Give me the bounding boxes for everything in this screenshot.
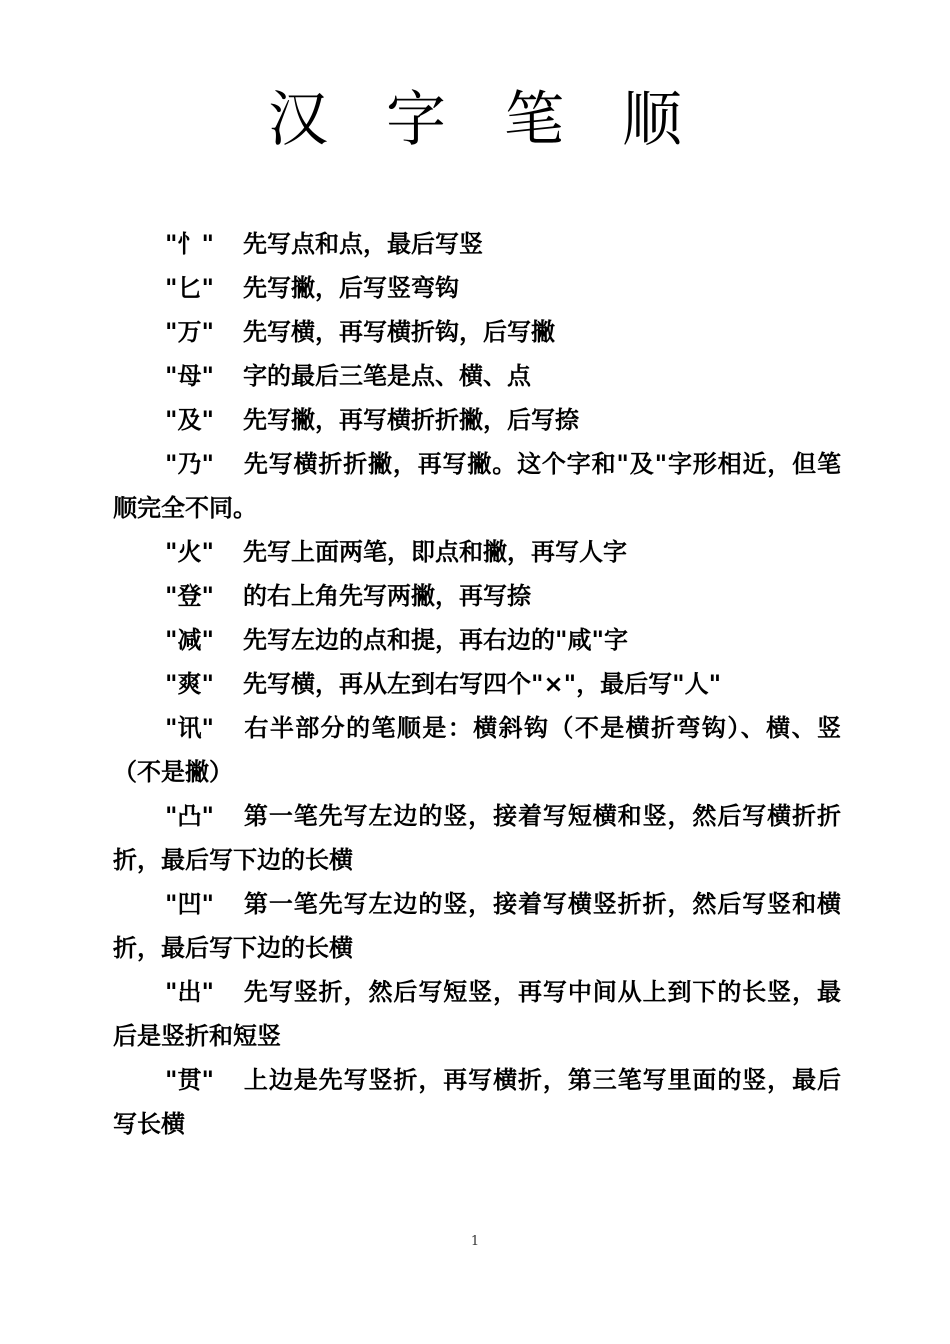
list-item bbox=[113, 970, 841, 1058]
list-item bbox=[113, 1058, 841, 1146]
list-item bbox=[113, 530, 841, 574]
entry-description: 右半部分的笔顺是：横斜钩（不是横折弯钩）、横、竖（不是撇） bbox=[113, 714, 841, 786]
list-item bbox=[113, 618, 841, 662]
page-title: 汉字笔顺 bbox=[268, 85, 740, 155]
entry-description: 字的最后三笔是点、横、点 bbox=[243, 362, 531, 390]
entry-character: "忄" bbox=[165, 230, 215, 258]
list-item bbox=[113, 662, 841, 706]
entry-description: 先写横折折撇，再写撇。这个字和"及"字形相近，但笔顺完全不同。 bbox=[113, 450, 841, 522]
entry-character: "匕" bbox=[165, 274, 215, 302]
list-item bbox=[113, 574, 841, 618]
list-item bbox=[113, 310, 841, 354]
entry-character: "登" bbox=[165, 582, 215, 610]
entry-character: "万" bbox=[165, 318, 215, 346]
entry-description: 先写撇，后写竖弯钩 bbox=[243, 274, 459, 302]
entry-description: 第一笔先写左边的竖，接着写横竖折折，然后写竖和横折，最后写下边的长横 bbox=[113, 890, 841, 962]
entry-character: "火" bbox=[165, 538, 215, 566]
entry-description: 的右上角先写两撇，再写捺 bbox=[243, 582, 531, 610]
entry-description: 先写左边的点和提，再右边的"咸"字 bbox=[243, 626, 629, 654]
list-item bbox=[113, 706, 841, 794]
stroke-order-list bbox=[113, 222, 841, 1146]
entry-description: 先写上面两笔，即点和撇，再写人字 bbox=[243, 538, 627, 566]
entry-description: 先写点和点，最后写竖 bbox=[243, 230, 483, 258]
entry-character: "讯" bbox=[165, 714, 215, 742]
entry-description: 先写横，再从左到右写四个"×"，最后写"人" bbox=[243, 670, 722, 698]
list-item bbox=[113, 354, 841, 398]
page-number: 1 bbox=[470, 1234, 480, 1249]
entry-description: 上边是先写竖折，再写横折，第三笔写里面的竖，最后写长横 bbox=[113, 1066, 841, 1138]
entry-character: "出" bbox=[165, 978, 215, 1006]
list-item bbox=[113, 222, 841, 266]
entry-character: "母" bbox=[165, 362, 215, 390]
entry-character: "减" bbox=[165, 626, 215, 654]
entry-description: 先写撇，再写横折折撇，后写捺 bbox=[243, 406, 579, 434]
list-item bbox=[113, 266, 841, 310]
entry-character: "及" bbox=[165, 406, 215, 434]
entry-character: "爽" bbox=[165, 670, 215, 698]
list-item bbox=[113, 794, 841, 882]
entry-description: 第一笔先写左边的竖，接着写短横和竖，然后写横折折折，最后写下边的长横 bbox=[113, 802, 841, 874]
list-item bbox=[113, 882, 841, 970]
list-item bbox=[113, 442, 841, 530]
entry-character: "贯" bbox=[165, 1066, 215, 1094]
entry-description: 先写横，再写横折钩，后写撇 bbox=[243, 318, 555, 346]
entry-character: "凸" bbox=[165, 802, 215, 830]
entry-description: 先写竖折，然后写短竖，再写中间从上到下的长竖，最后是竖折和短竖 bbox=[113, 978, 841, 1050]
entry-character: "乃" bbox=[165, 450, 215, 478]
list-item bbox=[113, 398, 841, 442]
entry-character: "凹" bbox=[165, 890, 215, 918]
